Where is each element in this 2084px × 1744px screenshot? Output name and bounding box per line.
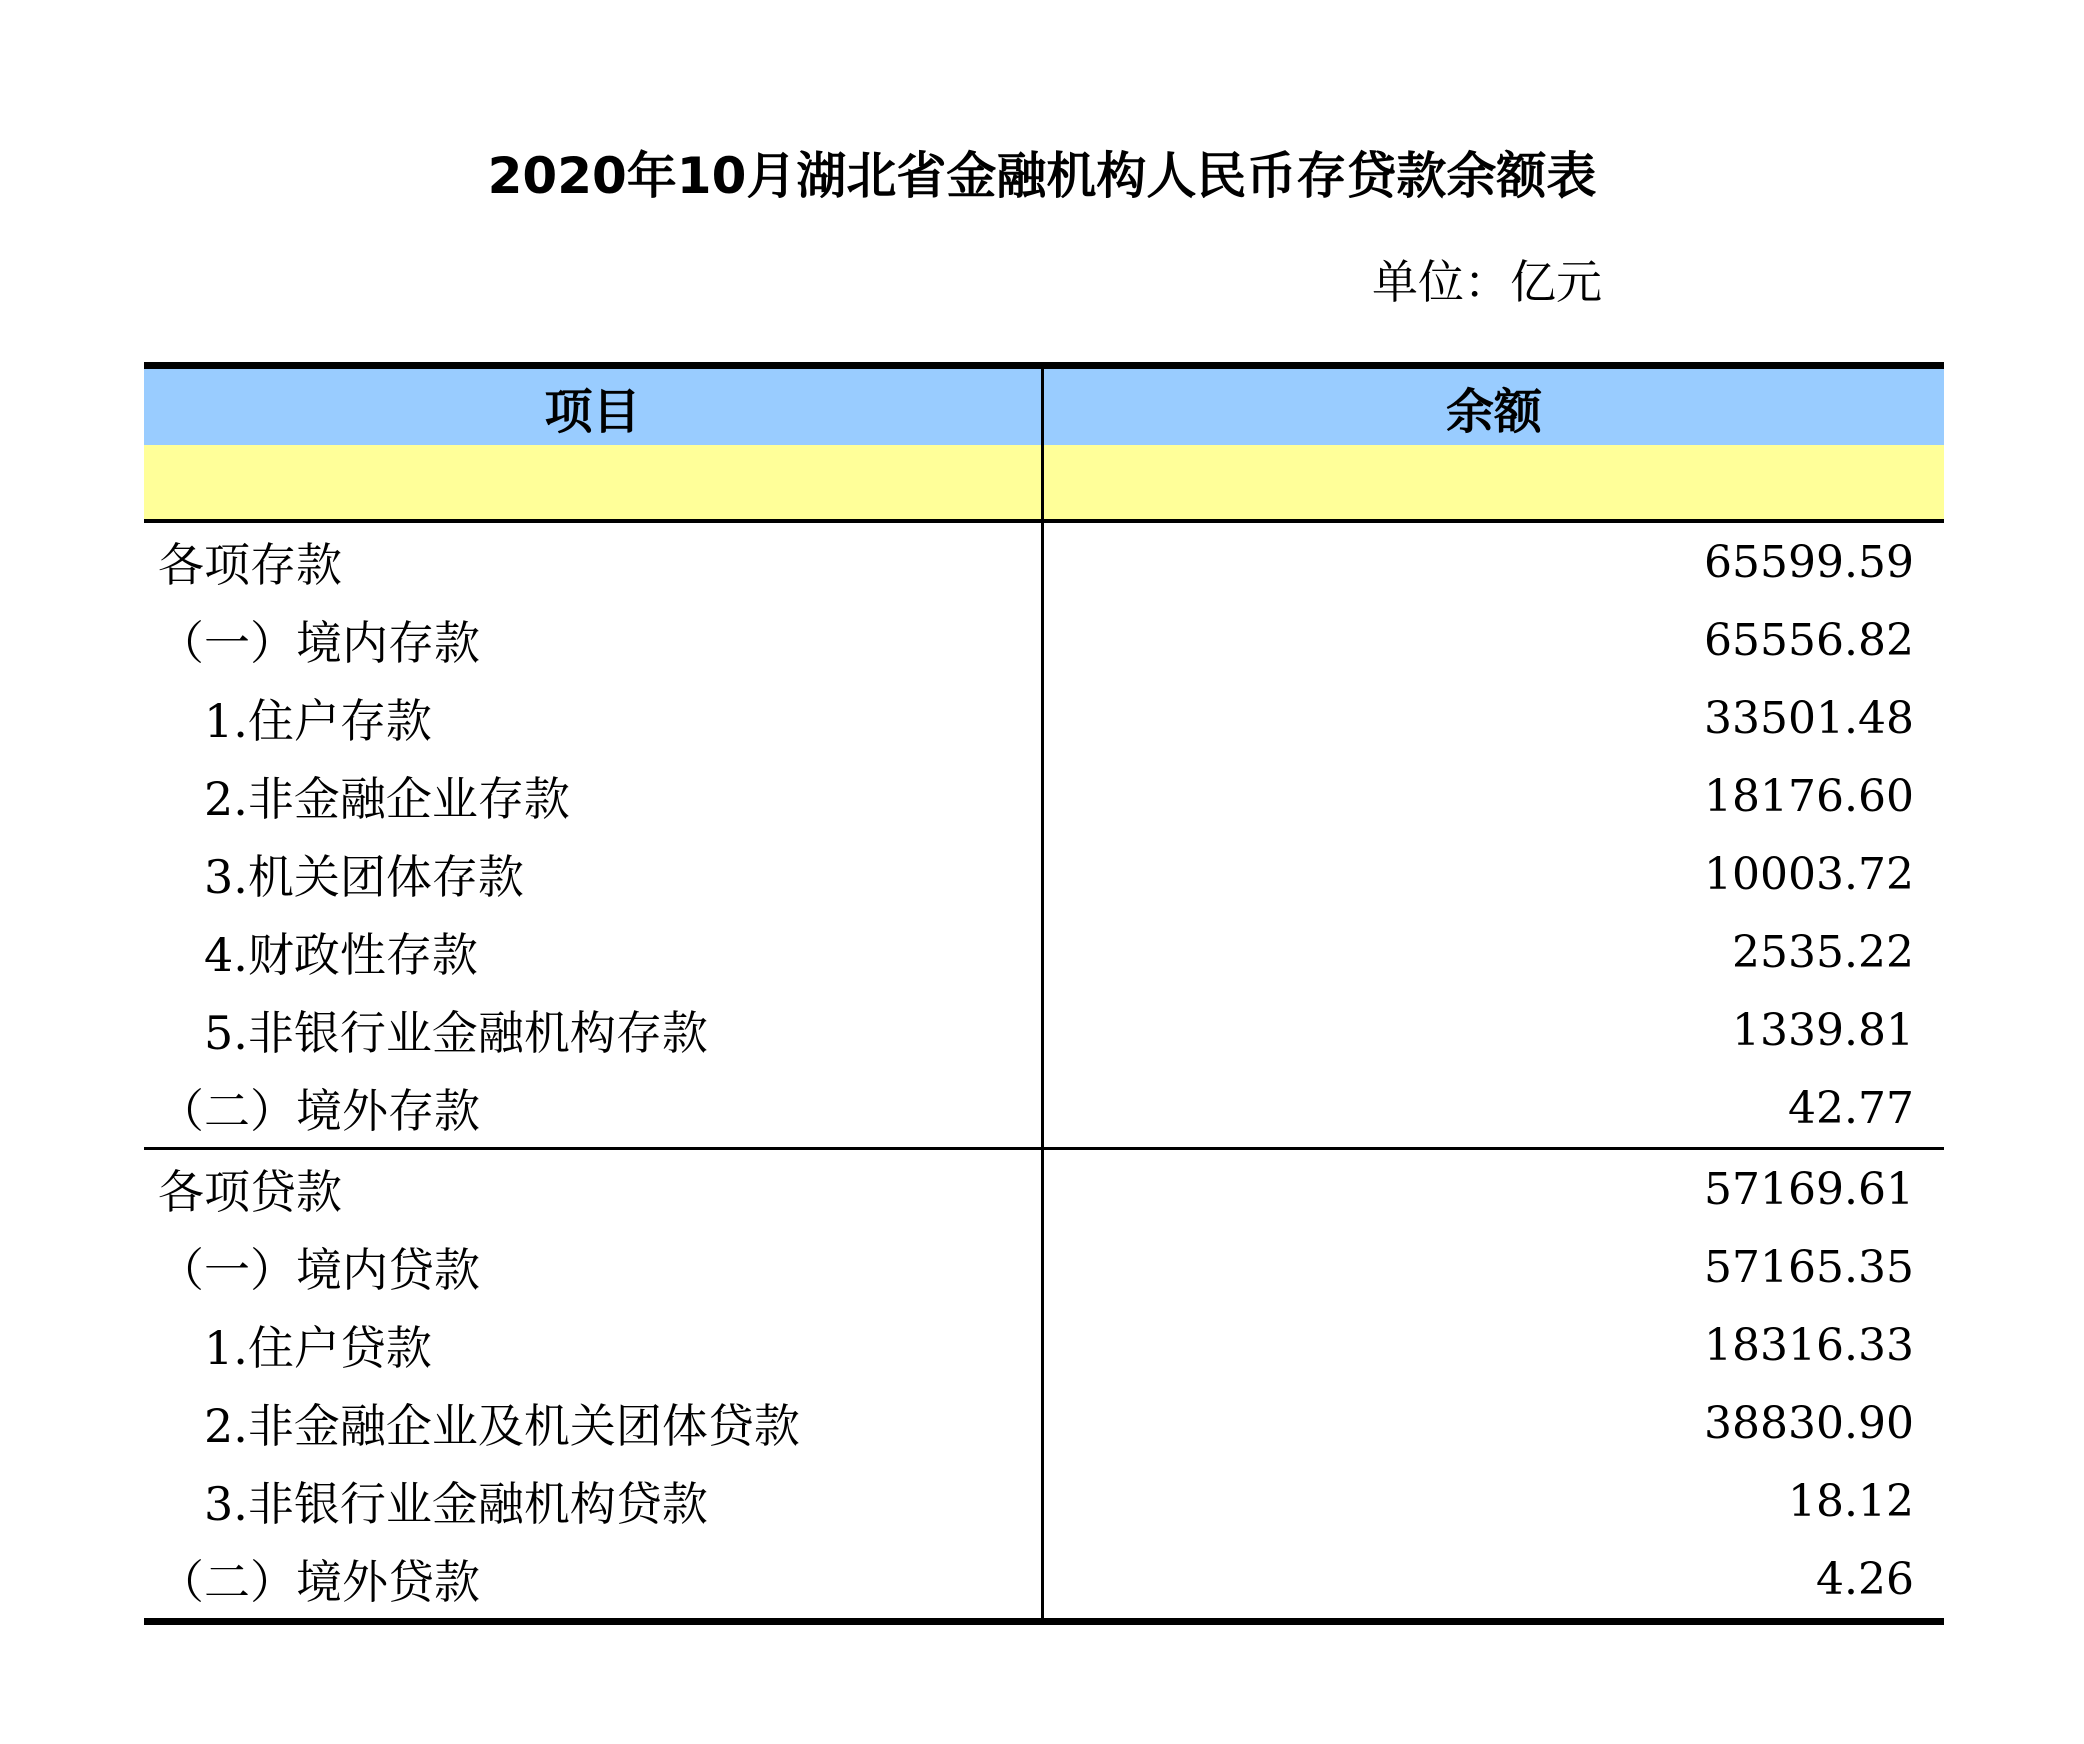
item-label: 2.非金融企业存款 xyxy=(204,772,570,826)
header-item: 项目 xyxy=(544,383,641,440)
item-label: 1.住户贷款 xyxy=(204,1321,432,1375)
table-row xyxy=(144,679,1944,757)
item-label: 5.非银行业金融机构存款 xyxy=(204,1006,708,1060)
unit-label: 单位：亿元 xyxy=(1372,255,1602,309)
table-row xyxy=(144,991,1944,1069)
table-row xyxy=(144,913,1944,991)
table-row xyxy=(144,523,1944,601)
balance-value: 18316.33 xyxy=(1704,1319,1914,1371)
item-label: （二）境外贷款 xyxy=(158,1555,480,1609)
balance-value: 38830.90 xyxy=(1704,1397,1914,1449)
balance-value: 57169.61 xyxy=(1704,1163,1914,1215)
balance-value: 42.77 xyxy=(1788,1082,1914,1134)
balance-value: 65556.82 xyxy=(1704,614,1914,666)
balance-value: 18176.60 xyxy=(1704,770,1914,822)
balance-value: 10003.72 xyxy=(1704,848,1914,900)
table-row xyxy=(144,601,1944,679)
header-balance: 余额 xyxy=(1445,383,1542,440)
balance-value: 2535.22 xyxy=(1732,926,1914,978)
item-label: 2.非金融企业及机关团体贷款 xyxy=(204,1399,800,1453)
balance-value: 65599.59 xyxy=(1704,536,1914,588)
item-label: （二）境外存款 xyxy=(158,1084,480,1138)
item-label: （一）境内存款 xyxy=(158,616,480,670)
table-row xyxy=(144,835,1944,913)
page-title: 2020年10月湖北省金融机构人民币存贷款余额表 xyxy=(487,147,1597,205)
table-row xyxy=(144,1306,1944,1384)
table-header-filler-row xyxy=(144,445,1944,519)
item-label: 各项贷款 xyxy=(158,1165,342,1219)
table-row xyxy=(144,1069,1944,1147)
balance-value: 4.26 xyxy=(1816,1553,1914,1605)
table-row xyxy=(144,1228,1944,1306)
balance-table xyxy=(144,362,1944,1625)
item-label: （一）境内贷款 xyxy=(158,1243,480,1297)
item-label: 3.机关团体存款 xyxy=(204,850,524,904)
deposits-section xyxy=(144,523,1944,1147)
item-label: 1.住户存款 xyxy=(204,694,432,748)
table-row xyxy=(144,1540,1944,1618)
item-label: 4.财政性存款 xyxy=(204,928,478,982)
table-row xyxy=(144,1384,1944,1462)
balance-value: 1339.81 xyxy=(1732,1004,1914,1056)
table-bottom-rule xyxy=(144,1618,1944,1625)
table-row xyxy=(144,1462,1944,1540)
balance-value: 33501.48 xyxy=(1704,692,1914,744)
balance-value: 18.12 xyxy=(1788,1475,1914,1527)
table-row xyxy=(144,1150,1944,1228)
table-header-row xyxy=(144,369,1944,445)
balance-value: 57165.35 xyxy=(1704,1241,1914,1293)
table-row xyxy=(144,757,1944,835)
header-filler-cell xyxy=(144,445,1041,519)
item-label: 各项存款 xyxy=(158,538,342,592)
loans-section xyxy=(144,1150,1944,1618)
item-label: 3.非银行业金融机构贷款 xyxy=(204,1477,708,1531)
table-top-rule xyxy=(144,362,1944,369)
header-filler-cell xyxy=(1044,445,1944,519)
